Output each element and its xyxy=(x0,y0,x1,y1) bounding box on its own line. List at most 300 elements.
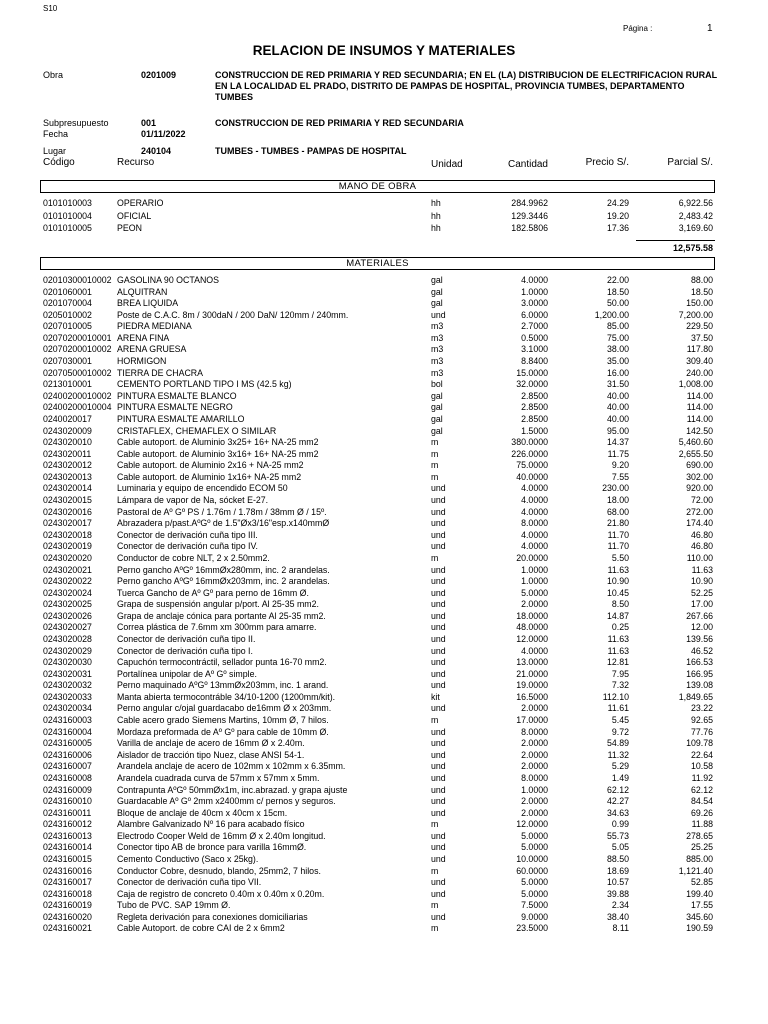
cell-price: 21.80 xyxy=(606,518,629,529)
cell-code: 02070200010002 xyxy=(43,344,112,355)
cell-description: Conductor Cobre, desnudo, blando, 25mm2, 7 hilos. xyxy=(117,865,321,876)
cell-price: 55.73 xyxy=(606,830,629,841)
cell-unit: m3 xyxy=(431,356,444,367)
cell-code: 0207010005 xyxy=(43,321,92,332)
cell-description: Cable acero grado Siemens Martins, 10mm Ø, 7 hilos. xyxy=(117,715,329,726)
cell-unit: m xyxy=(431,900,439,911)
cell-partial: 92.65 xyxy=(690,715,713,726)
cell-code: 0243160017 xyxy=(43,877,92,888)
table-row xyxy=(0,819,768,830)
obra-code: 0201009 xyxy=(141,70,177,80)
table-row xyxy=(0,889,768,900)
cell-price: 18.00 xyxy=(606,495,629,506)
cell-price: 8.50 xyxy=(611,599,629,610)
cell-partial: 117.80 xyxy=(686,344,713,355)
cell-price: 95.00 xyxy=(606,425,629,436)
cell-code: 0243160018 xyxy=(43,888,92,899)
cell-code: 0201070004 xyxy=(43,298,92,309)
cell-unit: gal xyxy=(431,286,443,297)
cell-price: 10.45 xyxy=(606,587,629,598)
table-row xyxy=(0,483,768,494)
cell-description: Tuerca Gancho de Aº Gº para perno de 16mm Ø. xyxy=(117,587,309,598)
cell-unit: m xyxy=(431,448,439,459)
cell-code: 0240020017 xyxy=(43,413,92,424)
cell-unit: und xyxy=(431,645,446,656)
cell-code: 0243160011 xyxy=(43,807,92,818)
cell-partial: 25.25 xyxy=(690,842,713,853)
cell-price: 85.00 xyxy=(606,321,629,332)
cell-description: Regleta derivación para conexiones domiciliarias xyxy=(117,911,308,922)
table-row xyxy=(0,599,768,610)
cell-price: 34.63 xyxy=(606,807,629,818)
cell-code: 0243020017 xyxy=(43,518,92,529)
cell-code: 0243160005 xyxy=(43,738,92,749)
cell-description: TIERRA DE CHACRA xyxy=(117,367,204,378)
table-row xyxy=(0,761,768,772)
obra-description-line-1: CONSTRUCCION DE RED PRIMARIA Y RED SECUNDARIA; EN EL (LA) DISTRIBUCION DE ELECTRIFICACION RURAL xyxy=(215,70,718,80)
cell-quantity: 2.0000 xyxy=(521,738,548,749)
cell-price: 68.00 xyxy=(606,506,629,517)
obra-description-line-2: EN LA LOCALIDAD EL PRADO, DISTRITO DE PAMPAS DE HOSPITAL, PROVINCIA TUMBES, DEPARTAMENTO xyxy=(215,81,685,91)
cell-unit: gal xyxy=(431,275,443,285)
cell-description: Perno gancho AºGº 16mmØx280mm, inc. 2 arandelas. xyxy=(117,564,330,575)
cell-partial: 1,121.40 xyxy=(678,865,713,876)
cell-price: 17.36 xyxy=(606,223,629,233)
cell-unit: und xyxy=(431,680,446,691)
table-row xyxy=(0,808,768,819)
cell-unit: m3 xyxy=(431,367,444,378)
cell-price: 12.81 xyxy=(606,657,629,668)
cell-partial: 690.00 xyxy=(686,460,713,471)
cell-code: 0243160004 xyxy=(43,726,92,737)
section-header-mano-de-obra: MANO DE OBRA xyxy=(40,180,715,193)
cell-description: Arandela anclaje de acero de 102mm x 102mm x 6.35mm. xyxy=(117,761,346,772)
cell-code: 0213010001 xyxy=(43,379,92,390)
cell-unit: und xyxy=(431,784,446,795)
cell-unit: und xyxy=(431,854,446,864)
cell-quantity: 2.0000 xyxy=(521,749,548,760)
cell-code: 0243160003 xyxy=(43,715,92,726)
cell-description: Conductor de cobre NLT, 2 x 2.50mm2. xyxy=(117,552,270,563)
cell-description: OFICIAL xyxy=(117,210,152,221)
cell-quantity: 23.5000 xyxy=(516,923,548,934)
cell-code: 0243020029 xyxy=(43,645,92,656)
cell-partial: 18.50 xyxy=(690,286,713,297)
cell-partial: 77.76 xyxy=(690,726,713,737)
cell-unit: und xyxy=(431,796,446,807)
cell-quantity: 32.0000 xyxy=(516,379,548,390)
page-number: 1 xyxy=(707,23,713,34)
cell-unit: m xyxy=(431,437,439,448)
cell-description: Poste de C.A.C. 8m / 300daN / 200 DaN/ 120mm / 240mm. xyxy=(117,309,349,320)
cell-quantity: 4.0000 xyxy=(521,541,548,552)
cell-partial: 11.88 xyxy=(691,819,713,830)
cell-description: Abrazadera p/past.AºGº de 1.5"Øx3/16"esp.x140mmØ xyxy=(117,518,330,529)
cell-description: PIEDRA MEDIANA xyxy=(117,321,192,332)
cell-quantity: 2.0000 xyxy=(521,807,548,818)
cell-code: 0243160021 xyxy=(43,923,92,934)
cell-price: 5.45 xyxy=(611,715,629,726)
cell-quantity: 3.1000 xyxy=(521,344,548,355)
cell-price: 11.75 xyxy=(607,448,629,459)
cell-unit: m xyxy=(431,819,439,830)
table-row xyxy=(0,344,768,355)
table-row xyxy=(0,738,768,749)
cell-quantity: 284.9962 xyxy=(511,198,548,208)
cell-description: Cable autoport. de Aluminio 3x25+ 16+ NA-25 mm2 xyxy=(117,437,319,448)
cell-quantity: 40.0000 xyxy=(516,471,548,482)
cell-code: 0243160013 xyxy=(43,830,92,841)
cell-quantity: 60.0000 xyxy=(516,865,548,876)
cell-unit: und xyxy=(431,529,446,540)
table-row xyxy=(0,877,768,888)
cell-unit: hh xyxy=(431,210,441,221)
cell-quantity: 2.0000 xyxy=(521,599,548,610)
cell-description: Portalínea unipolar de Aº Gº simple. xyxy=(117,668,257,679)
cell-code: 0243020031 xyxy=(43,668,92,679)
table-row xyxy=(0,750,768,761)
cell-partial: 302.00 xyxy=(686,471,713,482)
cell-unit: und xyxy=(431,911,446,922)
cell-code: 0243160016 xyxy=(43,865,92,876)
cell-partial: 12.00 xyxy=(690,622,713,633)
cell-unit: kit xyxy=(431,691,440,702)
fecha-value: 01/11/2022 xyxy=(141,129,186,139)
cell-unit: m xyxy=(431,471,439,482)
fecha-label: Fecha xyxy=(43,129,69,139)
table-row xyxy=(0,796,768,807)
table-row xyxy=(0,622,768,633)
cell-partial: 46.80 xyxy=(690,541,713,552)
cell-unit: gal xyxy=(431,390,443,401)
cell-code: 0201060001 xyxy=(43,286,92,297)
cell-unit: und xyxy=(431,703,446,714)
cell-description: Luminaria y equipo de encendido ECOM 50 xyxy=(117,483,288,494)
cell-code: 0243020021 xyxy=(43,564,92,575)
cell-description: Cable Autoport. de cobre CAI de 2 x 6mm2 xyxy=(117,923,285,934)
cell-price: 40.00 xyxy=(606,402,629,413)
cell-quantity: 8.0000 xyxy=(521,726,548,737)
table-row xyxy=(0,275,768,286)
cell-code: 0243020030 xyxy=(43,657,92,668)
cell-unit: und xyxy=(431,807,446,818)
cell-unit: und xyxy=(431,309,446,320)
cell-unit: und xyxy=(431,495,446,506)
cell-quantity: 16.5000 xyxy=(516,691,548,702)
table-row xyxy=(0,211,768,222)
table-row xyxy=(0,576,768,587)
cell-unit: gal xyxy=(431,298,443,309)
cell-description: HORMIGON xyxy=(117,356,167,367)
cell-price: 1.49 xyxy=(611,772,629,783)
cell-code: 0243160012 xyxy=(43,819,92,830)
cell-partial: 72.00 xyxy=(690,495,713,506)
table-row xyxy=(0,298,768,309)
page-title: RELACION DE INSUMOS Y MATERIALES xyxy=(252,43,516,58)
cell-partial: 229.50 xyxy=(686,321,713,332)
cell-price: 5.05 xyxy=(611,842,629,853)
cell-quantity: 1.0000 xyxy=(521,784,548,795)
cell-code: 0243020012 xyxy=(43,460,92,471)
cell-code: 0243020022 xyxy=(43,576,92,587)
cell-code: 0243020016 xyxy=(43,506,92,517)
table-row xyxy=(0,402,768,413)
cell-description: CRISTAFLEX, CHEMAFLEX O SIMILAR xyxy=(117,425,277,436)
table-row xyxy=(0,198,768,209)
obra-description-line-3: TUMBES xyxy=(215,92,253,102)
cell-quantity: 15.0000 xyxy=(516,367,548,378)
table-row xyxy=(0,223,768,234)
cell-partial: 6,922.56 xyxy=(678,198,713,208)
table-row xyxy=(0,460,768,471)
cell-price: 11.63 xyxy=(607,564,629,575)
column-header-precio: Precio S/. xyxy=(585,157,629,168)
cell-quantity: 8.0000 xyxy=(521,518,548,529)
cell-quantity: 5.0000 xyxy=(521,842,548,853)
cell-code: 0243020018 xyxy=(43,529,92,540)
table-row xyxy=(0,669,768,680)
cell-code: 0243160019 xyxy=(43,900,92,911)
cell-quantity: 21.0000 xyxy=(516,668,548,679)
table-row xyxy=(0,426,768,437)
cell-description: Arandela cuadrada curva de 57mm x 57mm x 5mm. xyxy=(117,772,320,783)
cell-code: 0101010003 xyxy=(43,198,92,208)
cell-quantity: 3.0000 xyxy=(521,298,548,309)
cell-code: 0205010002 xyxy=(43,309,92,320)
cell-partial: 88.00 xyxy=(690,275,713,285)
cell-price: 112.10 xyxy=(602,691,629,702)
cell-description: Cable autoport. de Aluminio 1x16+ NA-25 mm2 xyxy=(117,471,302,482)
cell-code: 0243020014 xyxy=(43,483,92,494)
cell-description: PINTURA ESMALTE BLANCO xyxy=(117,390,237,401)
cell-description: Perno angular c/ojal guardacabo de16mm Ø x 203mm. xyxy=(117,703,332,714)
cell-quantity: 2.7000 xyxy=(521,321,548,332)
cell-price: 10.90 xyxy=(606,576,629,587)
table-row xyxy=(0,900,768,911)
cell-partial: 174.40 xyxy=(686,518,713,529)
cell-partial: 166.95 xyxy=(686,668,713,679)
cell-unit: und xyxy=(431,738,446,749)
cell-code: 0243020027 xyxy=(43,622,92,633)
cell-description: CEMENTO PORTLAND TIPO I MS (42.5 kg) xyxy=(117,379,292,390)
cell-quantity: 1.0000 xyxy=(521,576,548,587)
table-row xyxy=(0,414,768,425)
cell-quantity: 12.0000 xyxy=(516,633,548,644)
cell-unit: und xyxy=(431,622,446,633)
cell-unit: und xyxy=(431,506,446,517)
cell-price: 7.32 xyxy=(611,680,629,691)
table-row xyxy=(0,634,768,645)
cell-code: 02400200010002 xyxy=(43,390,112,401)
table-row xyxy=(0,657,768,668)
table-row xyxy=(0,507,768,518)
table-row xyxy=(0,912,768,923)
table-row xyxy=(0,842,768,853)
cell-quantity: 12.0000 xyxy=(516,819,548,830)
cell-quantity: 2.0000 xyxy=(521,796,548,807)
cell-description: Grapa de suspensión angular p/port. Al 25-35 mm2. xyxy=(117,599,319,610)
cell-partial: 110.00 xyxy=(686,552,713,563)
cell-code: 0243160007 xyxy=(43,761,92,772)
cell-description: Varilla de anclaje de acero de 16mm Ø x 2.40m. xyxy=(117,738,305,749)
cell-description: Cemento Conductivo (Saco x 25kg). xyxy=(117,854,259,864)
column-header-cantidad: Cantidad xyxy=(507,159,548,170)
cell-description: Conector de derivación cuña tipo III. xyxy=(117,529,258,540)
table-row xyxy=(0,287,768,298)
subpresupuesto-label: Subpresupuesto xyxy=(43,118,109,128)
cell-code: 0243160006 xyxy=(43,749,92,760)
column-header-parcial: Parcial S/. xyxy=(667,157,713,168)
table-row xyxy=(0,866,768,877)
cell-code: 02070500010002 xyxy=(43,367,112,378)
cell-partial: 150.00 xyxy=(686,298,713,309)
cell-partial: 84.54 xyxy=(690,796,713,807)
cell-unit: und xyxy=(431,830,446,841)
cell-unit: und xyxy=(431,772,446,783)
cell-quantity: 4.0000 xyxy=(521,529,548,540)
cell-partial: 199.40 xyxy=(686,888,713,899)
cell-description: ARENA GRUESA xyxy=(117,344,187,355)
cell-partial: 37.50 xyxy=(690,332,713,343)
cell-unit: gal xyxy=(431,413,443,424)
cell-quantity: 2.0000 xyxy=(521,761,548,772)
cell-quantity: 2.0000 xyxy=(521,703,548,714)
cell-quantity: 9.0000 xyxy=(521,911,548,922)
cell-code: 0101010004 xyxy=(43,210,92,221)
table-row xyxy=(0,321,768,332)
cell-partial: 52.85 xyxy=(690,877,713,888)
cell-code: 0243160014 xyxy=(43,842,92,853)
cell-unit: und xyxy=(431,483,446,494)
cell-quantity: 13.0000 xyxy=(516,657,548,668)
subtotal-rule xyxy=(636,240,715,241)
lugar-code: 240104 xyxy=(141,146,172,156)
table-row xyxy=(0,588,768,599)
table-row xyxy=(0,333,768,344)
cell-price: 9.72 xyxy=(611,726,629,737)
cell-description: PINTURA ESMALTE NEGRO xyxy=(117,402,233,413)
cell-unit: hh xyxy=(431,198,441,208)
cell-price: 1,200.00 xyxy=(594,309,629,320)
corner-code: S10 xyxy=(43,4,58,13)
cell-price: 22.00 xyxy=(606,275,629,285)
cell-quantity: 19.0000 xyxy=(516,680,548,691)
table-row xyxy=(0,379,768,390)
table-row xyxy=(0,565,768,576)
cell-unit: hh xyxy=(431,223,441,233)
cell-code: 0243020026 xyxy=(43,610,92,621)
cell-price: 38.40 xyxy=(606,911,629,922)
cell-quantity: 0.5000 xyxy=(521,332,548,343)
cell-description: Conector de derivación cuña tipo I. xyxy=(117,645,253,656)
cell-price: 40.00 xyxy=(606,390,629,401)
cell-unit: m xyxy=(431,552,439,563)
cell-partial: 11.92 xyxy=(691,772,713,783)
cell-description: ALQUITRAN xyxy=(117,286,168,297)
cell-partial: 10.58 xyxy=(690,761,713,772)
table-row xyxy=(0,715,768,726)
cell-quantity: 1.0000 xyxy=(521,286,548,297)
cell-quantity: 17.0000 xyxy=(516,715,548,726)
cell-partial: 267.66 xyxy=(686,610,713,621)
cell-code: 0243020033 xyxy=(43,691,92,702)
cell-description: Capuchón termocontráctil, sellador punta 16-70 mm2. xyxy=(117,657,327,668)
cell-partial: 17.00 xyxy=(690,599,713,610)
cell-description: Perno gancho AºGº 16mmØx203mm, inc. 2 arandelas. xyxy=(117,576,330,587)
cell-quantity: 5.0000 xyxy=(521,830,548,841)
cell-unit: und xyxy=(431,657,446,668)
cell-partial: 114.00 xyxy=(686,402,713,413)
subpresupuesto-description: CONSTRUCCION DE RED PRIMARIA Y RED SECUNDARIA xyxy=(215,118,464,128)
cell-price: 7.95 xyxy=(611,668,629,679)
cell-description: Contrapunta AºGº 50mmØx1m, inc.abrazad. y grapa ajuste xyxy=(117,784,348,795)
cell-price: 50.00 xyxy=(606,298,629,309)
table-row xyxy=(0,785,768,796)
table-row xyxy=(0,611,768,622)
cell-price: 14.87 xyxy=(606,610,629,621)
cell-description: Alambre Galvanizado Nº 16 para acabado físico xyxy=(117,819,305,830)
cell-partial: 278.65 xyxy=(686,830,713,841)
table-row xyxy=(0,831,768,842)
cell-unit: und xyxy=(431,888,446,899)
cell-unit: und xyxy=(431,761,446,772)
cell-partial: 885.00 xyxy=(686,854,713,864)
cell-quantity: 1.5000 xyxy=(521,425,548,436)
cell-unit: und xyxy=(431,564,446,575)
cell-code: 0243020032 xyxy=(43,680,92,691)
cell-quantity: 2.8500 xyxy=(521,390,548,401)
cell-quantity: 18.0000 xyxy=(516,610,548,621)
cell-description: Correa plástica de 7.6mm xm 300mm para amarre. xyxy=(117,622,317,633)
cell-quantity: 129.3446 xyxy=(511,210,548,221)
cell-partial: 272.00 xyxy=(686,506,713,517)
cell-unit: und xyxy=(431,749,446,760)
cell-partial: 142.50 xyxy=(686,425,713,436)
table-row xyxy=(0,692,768,703)
cell-partial: 46.80 xyxy=(690,529,713,540)
cell-code: 0243160008 xyxy=(43,772,92,783)
cell-description: Cable autoport. de Aluminio 2x16 + NA-25 mm2 xyxy=(117,460,304,471)
cell-code: 0243020013 xyxy=(43,471,92,482)
cell-description: PEON xyxy=(117,223,142,233)
section-header-materiales: MATERIALES xyxy=(40,257,715,270)
cell-unit: m xyxy=(431,923,439,934)
table-row xyxy=(0,773,768,784)
cell-price: 11.63 xyxy=(607,633,629,644)
table-row xyxy=(0,391,768,402)
column-header-unidad: Unidad xyxy=(431,159,463,170)
cell-price: 11.70 xyxy=(607,541,629,552)
cell-price: 40.00 xyxy=(606,413,629,424)
cell-unit: und xyxy=(431,518,446,529)
table-row xyxy=(0,703,768,714)
cell-unit: m xyxy=(431,460,439,471)
cell-partial: 1,008.00 xyxy=(678,379,713,390)
cell-description: ARENA FINA xyxy=(117,332,170,343)
cell-quantity: 5.0000 xyxy=(521,877,548,888)
column-header-recurso: Recurso xyxy=(117,157,155,168)
cell-price: 38.00 xyxy=(606,344,629,355)
cell-price: 88.50 xyxy=(606,854,629,864)
cell-code: 0243020020 xyxy=(43,552,92,563)
page-label: Página : xyxy=(623,24,653,33)
cell-partial: 2,655.50 xyxy=(678,448,713,459)
cell-code: 0243020009 xyxy=(43,425,92,436)
cell-price: 11.61 xyxy=(607,703,629,714)
cell-description: Tubo de PVC. SAP 19mm Ø. xyxy=(117,900,231,911)
cell-price: 5.50 xyxy=(611,552,629,563)
cell-price: 62.12 xyxy=(606,784,629,795)
